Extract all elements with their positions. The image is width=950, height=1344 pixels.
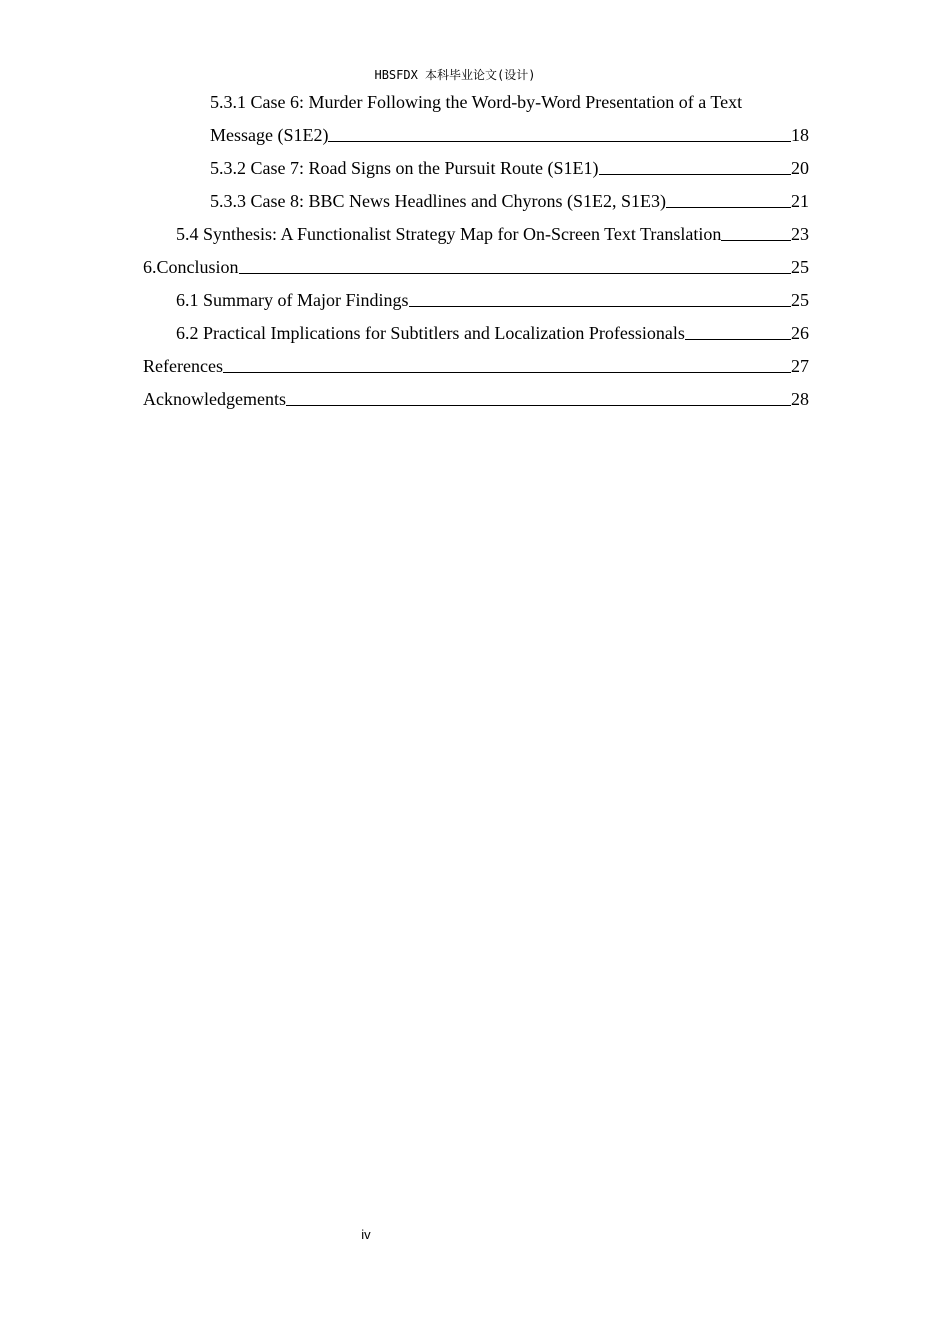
toc-entry-line xyxy=(210,119,809,152)
toc-entry-page: 28 xyxy=(791,389,809,409)
toc-leader xyxy=(666,206,791,208)
toc-entry-page: 18 xyxy=(791,125,809,145)
toc-entry-title: 6.Conclusion xyxy=(143,257,239,277)
toc-leader xyxy=(599,173,792,175)
toc-entry-page: 25 xyxy=(791,290,809,310)
toc-entry-6-1 xyxy=(143,284,809,317)
toc-leader xyxy=(409,305,792,307)
toc-entry-title: 5.3.3 Case 8: BBC News Headlines and Chyrons (S1E2, S1E3) xyxy=(210,191,666,211)
toc-entry-5-3-2 xyxy=(143,152,809,185)
toc-entry-5-3-3 xyxy=(143,185,809,218)
toc-entry-page: 23 xyxy=(791,224,809,244)
table-of-contents xyxy=(143,86,809,416)
toc-entry-title: 5.3.2 Case 7: Road Signs on the Pursuit Route (S1E1) xyxy=(210,158,599,178)
toc-entry-page: 26 xyxy=(791,323,809,343)
toc-entry-5-3-1 xyxy=(143,86,809,152)
toc-entry-page: 20 xyxy=(791,158,809,178)
toc-entry-6 xyxy=(143,251,809,284)
toc-entry-title: 6.1 Summary of Major Findings xyxy=(176,290,409,310)
toc-entry-title: 6.2 Practical Implications for Subtitlers and Localization Professionals xyxy=(176,323,685,343)
toc-entry-page: 21 xyxy=(791,191,809,211)
toc-entry-title-line1: 5.3.1 Case 6: Murder Following the Word-by-Word Presentation of a Text xyxy=(210,92,743,112)
page-number: iv xyxy=(361,1227,371,1242)
toc-entry-references xyxy=(143,350,809,383)
toc-leader xyxy=(223,371,791,373)
toc-entry-title: Acknowledgements xyxy=(143,389,286,409)
toc-entry-page: 25 xyxy=(791,257,809,277)
toc-entry-5-4 xyxy=(143,218,809,251)
toc-entry-title: References xyxy=(143,356,223,376)
toc-entry-title-line2: Message (S1E2) xyxy=(210,125,329,145)
toc-entry-acknowledgements xyxy=(143,383,809,416)
toc-leader xyxy=(239,272,791,274)
toc-leader xyxy=(328,140,791,142)
toc-leader xyxy=(721,239,791,241)
page-header: HBSFDX 本科毕业论文(设计) xyxy=(374,68,536,82)
toc-entry-page: 27 xyxy=(791,356,809,376)
toc-leader xyxy=(685,338,791,340)
toc-leader xyxy=(286,404,791,406)
toc-entry-6-2 xyxy=(143,317,809,350)
toc-entry-title: 5.4 Synthesis: A Functionalist Strategy Map for On-Screen Text Translation xyxy=(176,224,722,244)
